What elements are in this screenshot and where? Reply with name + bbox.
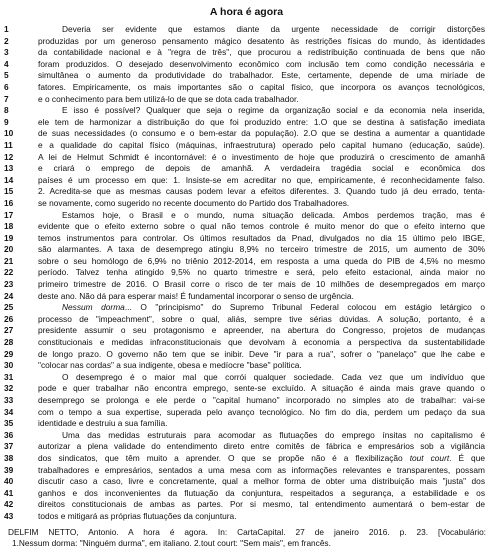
text-line — [0, 395, 493, 407]
line-number: 26 — [4, 313, 14, 324]
line-text: presidente assumir o seu protagonismo e apreender, na abertura do Congresso, projetos de mudanças — [38, 325, 485, 336]
line-number: 2 — [4, 35, 9, 46]
line-text: Nessum dorma... O "principismo" do Supremo Tribunal Federal colocou em estágio letárgico o — [62, 302, 485, 313]
reference-line-1: DELFIM NETTO, Antonio. A hora é agora. In: CartaCapital. 27 de janeiro 2016. p. 23. [Vocabulário: — [8, 527, 486, 537]
text-line — [0, 488, 493, 500]
line-number: 10 — [4, 128, 14, 139]
text-line — [0, 476, 493, 488]
text-line — [0, 24, 493, 36]
line-text: todos e mitigará as próprias flutuações da conjuntura. — [38, 510, 237, 521]
line-number: 17 — [4, 209, 14, 220]
line-number: 7 — [4, 93, 9, 104]
text-line — [0, 499, 493, 511]
line-number: 22 — [4, 267, 14, 278]
line-text: de suas necessidades (o consumo e o bem-estar da população). 2.O que se destina a aumentar a quantidade — [38, 128, 485, 139]
line-number: 23 — [4, 279, 14, 290]
line-text: processo de "impeachment", sobre o qual, aliás, sempre tive sérias dúvidas. A solução, portanto, é a — [38, 313, 485, 324]
text-line — [0, 465, 493, 477]
text-line — [0, 163, 493, 175]
line-text: constitucionais e medidas infraconstitucionais que devolvam à economia a perspectiva da sustentabilidade — [38, 337, 485, 348]
text-line — [0, 210, 493, 222]
line-number: 38 — [4, 452, 14, 463]
line-text: com o tempo a sua expertise, superada pelo avanço tecnológico. No fim do dia, perdem um pedaço da sua — [38, 406, 485, 417]
text-line — [0, 244, 493, 256]
line-number: 13 — [4, 163, 14, 174]
text-line — [0, 453, 493, 465]
line-text: sobre o seu homólogo de 6,9% no triênio 2012-2014, em resposta a uma queda do PIB de 4,5% no mesmo — [38, 255, 485, 266]
line-number: 42 — [4, 499, 14, 510]
line-number: 35 — [4, 418, 14, 429]
text-line — [0, 372, 493, 384]
line-number: 14 — [4, 174, 14, 185]
line-number: 39 — [4, 464, 14, 475]
text-line — [0, 337, 493, 349]
text-line — [0, 117, 493, 129]
line-text: ganhos e dos inconvenientes da flutuação da conjuntura, respeitados a segurança, a estabilidade e os — [38, 487, 485, 498]
line-number: 16 — [4, 197, 14, 208]
line-number: 41 — [4, 487, 14, 498]
line-text: produzidas por um generoso pensamento mágico desatento às restrições físicas do mundo, às identidades — [38, 35, 485, 46]
line-number: 1 — [4, 24, 9, 34]
line-number: 32 — [4, 383, 14, 394]
text-line — [0, 314, 493, 326]
line-text: ele tem de harmonizar a distribuição do que foi produzido entre: 1.O que se destina à satisfação imediata — [38, 116, 485, 127]
line-number: 28 — [4, 337, 14, 348]
text-line — [0, 175, 493, 187]
line-text: pode e quer trabalhar não encontra emprego, sente-se excluído. A situação é ainda mais grave quando o — [38, 383, 485, 394]
text-line — [0, 105, 493, 117]
line-number: 3 — [4, 47, 9, 58]
text-line — [0, 441, 493, 453]
line-number: 37 — [4, 441, 14, 452]
line-number: 25 — [4, 302, 14, 313]
line-number: 33 — [4, 395, 14, 405]
line-number: 8 — [4, 105, 9, 116]
line-number: 34 — [4, 406, 14, 417]
text-line — [0, 325, 493, 337]
text-line — [0, 82, 493, 94]
text-line — [0, 233, 493, 245]
text-line — [0, 152, 493, 164]
line-number: 19 — [4, 232, 14, 243]
text-line — [0, 430, 493, 442]
line-text: e a qualidade do capital físico (máquinas, infraestrutura) operado pelo capital humano (educação, saúde). — [38, 139, 485, 150]
reference-line-2: 1.Nessum dorma: "Ninguém durma", em italiano. 2.tout court: "Sem mais", em francês. — [12, 538, 331, 548]
text-line — [0, 36, 493, 48]
line-text: são alarmantes. A taxa de desemprego atingiu 8,9% no terceiro trimestre de 2015, um aumento de 30% — [38, 244, 485, 255]
line-text: "colocar nas cordas" a sua indigente, obesa e medíocre "base" política. — [38, 360, 302, 371]
line-text: deste ano. Não dá para esperar mais! É fundamental incorporar o senso de urgência. — [38, 290, 354, 301]
line-number: 5 — [4, 70, 9, 81]
text-line — [0, 47, 493, 59]
line-text: identidade e destruiu a sua família. — [38, 418, 168, 429]
line-text: trabalhadores e empresários, sentados a uma mesa com as informações relevantes e transparentes, possam — [38, 464, 485, 475]
line-text: E isso é possível? Qualquer que seja o regime da organização social e da economia nela inserida, — [62, 105, 485, 116]
line-number: 11 — [4, 139, 13, 150]
line-text: simultânea o aumento da produtividade do trabalhador. Este, certamente, depende de uma miríade de — [38, 70, 485, 81]
line-number: 30 — [4, 360, 14, 371]
line-text: temos instrumentos para controlar. Os últimos resultados da Pnad, divulgados no dia 15 último pelo IBGE, — [38, 232, 485, 243]
line-number: 43 — [4, 510, 14, 521]
text-line — [0, 128, 493, 140]
text-line — [0, 70, 493, 82]
line-text: da contabilidade nacional e à "regra de três", que procurou a redistribuição continuada de bens que não — [38, 47, 485, 58]
text-line — [0, 279, 493, 291]
line-number: 24 — [4, 290, 14, 301]
line-text: e criará o emprego de depois de amanhã. A verdadeira tragédia social e econômica dos — [38, 163, 485, 174]
line-number: 12 — [4, 151, 14, 162]
text-line — [0, 198, 493, 210]
line-number: 40 — [4, 476, 14, 487]
line-number: 36 — [4, 429, 14, 440]
line-number: 31 — [4, 371, 14, 382]
text-line — [0, 349, 493, 361]
line-text: período. Talvez tenha atingido 9,5% no quarto trimestre e será, pelo efeito estacional, ainda maior no — [38, 267, 485, 278]
line-number: 15 — [4, 186, 14, 197]
line-text: e o conhecimento para bem utilizá-lo de que se dota cada trabalhador. — [38, 93, 299, 104]
line-number: 18 — [4, 221, 14, 232]
line-text: O desemprego é o maior mal que corrói qualquer sociedade. Cada vez que um indivíduo que — [62, 371, 485, 382]
line-text: de longo prazo. O governo não tem que se inibir. Deve "ir para a rua", sofrer o "panelaço" que lhe cabe e — [38, 348, 485, 359]
line-number: 27 — [4, 325, 14, 336]
text-line — [0, 383, 493, 395]
line-text: se novamente, como sugerido no recente documento do Partido dos Trabalhadores. — [38, 197, 350, 208]
text-line — [0, 407, 493, 419]
reference-block — [8, 527, 486, 549]
text-line — [0, 360, 493, 372]
line-text: dos sindicatos, que têm muito a aprender. O que se propõe não é a flexibilização tout court. É que — [38, 452, 485, 463]
line-number: 4 — [4, 58, 9, 69]
line-text: A lei de Helmut Schmidt é incontornável: é o investimento de hoje que produzirá o crescimento de amanhã — [38, 151, 485, 162]
line-text: países é um processo em que: 1. Insiste-se em acreditar no que, empiricamente, é reconhecidamente falso. — [38, 174, 485, 185]
text-line — [0, 59, 493, 71]
article-body — [0, 24, 493, 523]
line-text: 2. Acredita-se que as mesmas causas podem levar a efeitos diferentes. 3. Quando tudo já deu errado, tenta- — [38, 186, 485, 197]
line-text: evidente que o efeito externo sobre o qual não temos controle é muito menor do que o efeito interno que — [38, 221, 485, 232]
text-line — [0, 302, 493, 314]
line-number: 21 — [4, 255, 14, 266]
text-line — [0, 256, 493, 268]
line-text: direitos constitucionais de ambas as partes. Por si mesmo, tal entendimento aumentará o bem-estar de — [38, 499, 485, 510]
line-text: desemprego se prolonga e ele perde o "capital humano" incorporado no simples ato de trabalhar: vai-se — [38, 395, 485, 405]
text-line — [0, 94, 493, 106]
line-number: 6 — [4, 81, 9, 92]
line-text: Estamos hoje, o Brasil e o mundo, numa situação delicada. Ambos perdemos tração, mas é — [62, 209, 485, 220]
text-line — [0, 418, 493, 430]
line-text: foram produzidos. O desejado desenvolvimento econômico com inclusão tem como condição necessária e — [38, 58, 485, 69]
text-line — [0, 291, 493, 303]
line-number: 20 — [4, 244, 14, 255]
line-number: 29 — [4, 348, 14, 359]
line-text: discutir caso a caso, livre e concretamente, qual a melhor forma de obter uma distribuição mais "justa" dos — [38, 476, 485, 487]
line-text: primeiro trimestre de 2016. O Brasil corre o risco de ter mais de 10 milhões de desempregados em março — [38, 279, 485, 290]
text-line — [0, 140, 493, 152]
article-title: A hora é agora — [209, 6, 284, 18]
line-text: Deveria ser evidente que estamos diante da urgente necessidade de corrigir distorções — [62, 24, 485, 34]
text-line — [0, 221, 493, 233]
text-line — [0, 267, 493, 279]
line-text: Uma das medidas estruturais para acomodar as flutuações do emprego ínsitas no capitalismo é — [62, 429, 485, 440]
line-text: fatores. Empiricamente, os mais importantes são o capital físico, que incorpora os avanços tecnológicos, — [38, 81, 485, 92]
line-number: 9 — [4, 116, 9, 127]
text-line — [0, 186, 493, 198]
line-text: autorizar a plena validade do entendimento direto entre comitês de fábrica e empresários sob a vigilância — [38, 441, 485, 452]
text-line — [0, 511, 493, 523]
